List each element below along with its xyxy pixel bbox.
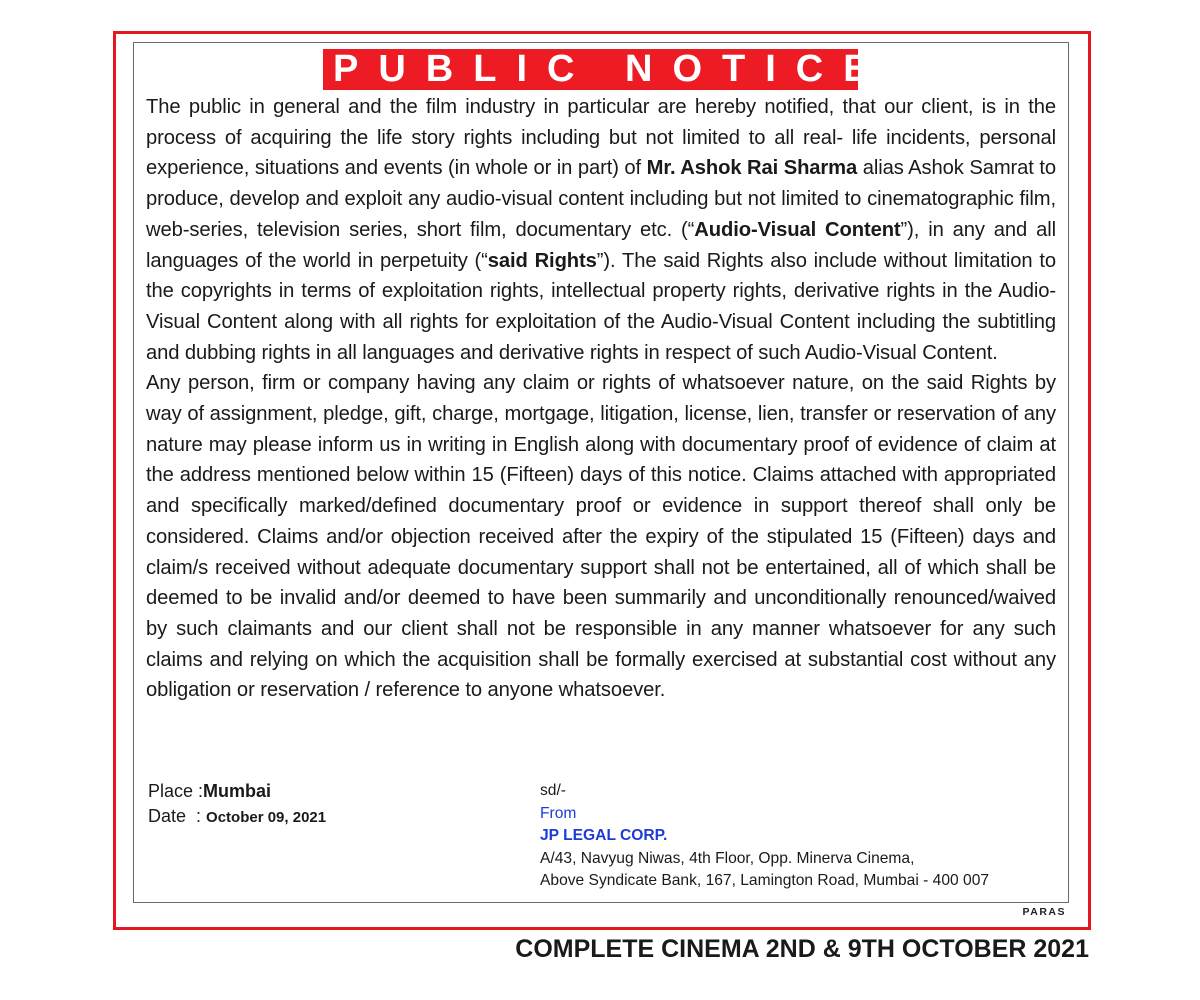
publication-footer: COMPLETE CINEMA 2ND & 9TH OCTOBER 2021 <box>515 935 1089 963</box>
paragraph-rights <box>146 92 1056 368</box>
signature-sd: sd/- <box>540 782 566 799</box>
date-label: Date : <box>148 806 207 826</box>
address-line-2: Above Syndicate Bank, 167, Lamington Road, Mumbai - 400 007 <box>540 872 990 890</box>
place-date-block <box>148 779 326 830</box>
place-label: Place : <box>148 781 204 801</box>
place-value: Mumbai <box>203 781 272 801</box>
text-span: ”). The said Rights also include without limitation to the copyrights in terms of exploitation rights, intellectual property rights, derivative rights in the Audio-Visual Content along with all rights for exploitation of the Audio-Visual Content including the subtitling and dubbing rights in all languages and derivative rights in respect of such Audio-Visual Content. <box>146 249 1056 364</box>
signature-block <box>540 780 989 893</box>
defined-term-avc: Audio-Visual Content <box>694 218 901 241</box>
date-value: October 09, 2021 <box>206 809 327 826</box>
paragraph-claims: Any person, firm or company having any claim or rights of whatsoever nature, on the said Rights by way of assignment, pledge, gift, charge, mortgage, litigation, license, lien, transfer or reservation of any nature may please inform us in writing in English along with documentary proof of evidence of claim at the address mentioned below within 15 (Fifteen) days of this notice. Claims attached with appropriated and specifically marked/defined documentary proof or evidence in support thereof shall only be considered. Claims and/or objection received after the expiry of the stipulated 15 (Fifteen) days and claim/s received without adequate documentary support shall not be entertained, all of which shall be deemed to be invalid and/or deemed to have been summarily and unconditionally renounced/waived by such claimants and our client shall not be responsible in any manner whatsoever for any such claims and relying on which the acquisition shall be formally exercised at substantial cost without any obligation or reservation / reference to anyone whatsoever. <box>146 372 1056 702</box>
notice-title: PUBLIC NOTICE <box>323 49 858 90</box>
firm-name: JP LEGAL CORP. <box>540 827 668 845</box>
place-row <box>148 779 326 804</box>
text-span: alias Ashok Samrat to produce, develop and exploit any audio-visual content including but not limited to cinematographic film, web-series, television series, short film, documentary etc. (“ <box>146 157 1056 241</box>
notice-body <box>146 92 1056 706</box>
date-row <box>148 804 326 830</box>
address-line-1: A/43, Navyug Niwas, 4th Floor, Opp. Minerva Cinema, <box>540 849 915 867</box>
text-span: The public in general and the film industry in particular are hereby notified, that our client, is in the process of acquiring the life story rights including but not limited to all real- life incidents, personal experience, situations and events (in whole or in part) of <box>146 96 1056 180</box>
designer-credit: PARAS <box>1022 906 1066 918</box>
text-span: ”), in any and all languages of the world in perpetuity (“ <box>146 218 1056 272</box>
person-name: Mr. Ashok Rai Sharma <box>646 157 858 180</box>
defined-term-rights: said Rights <box>487 249 597 272</box>
from-label: From <box>540 804 577 822</box>
